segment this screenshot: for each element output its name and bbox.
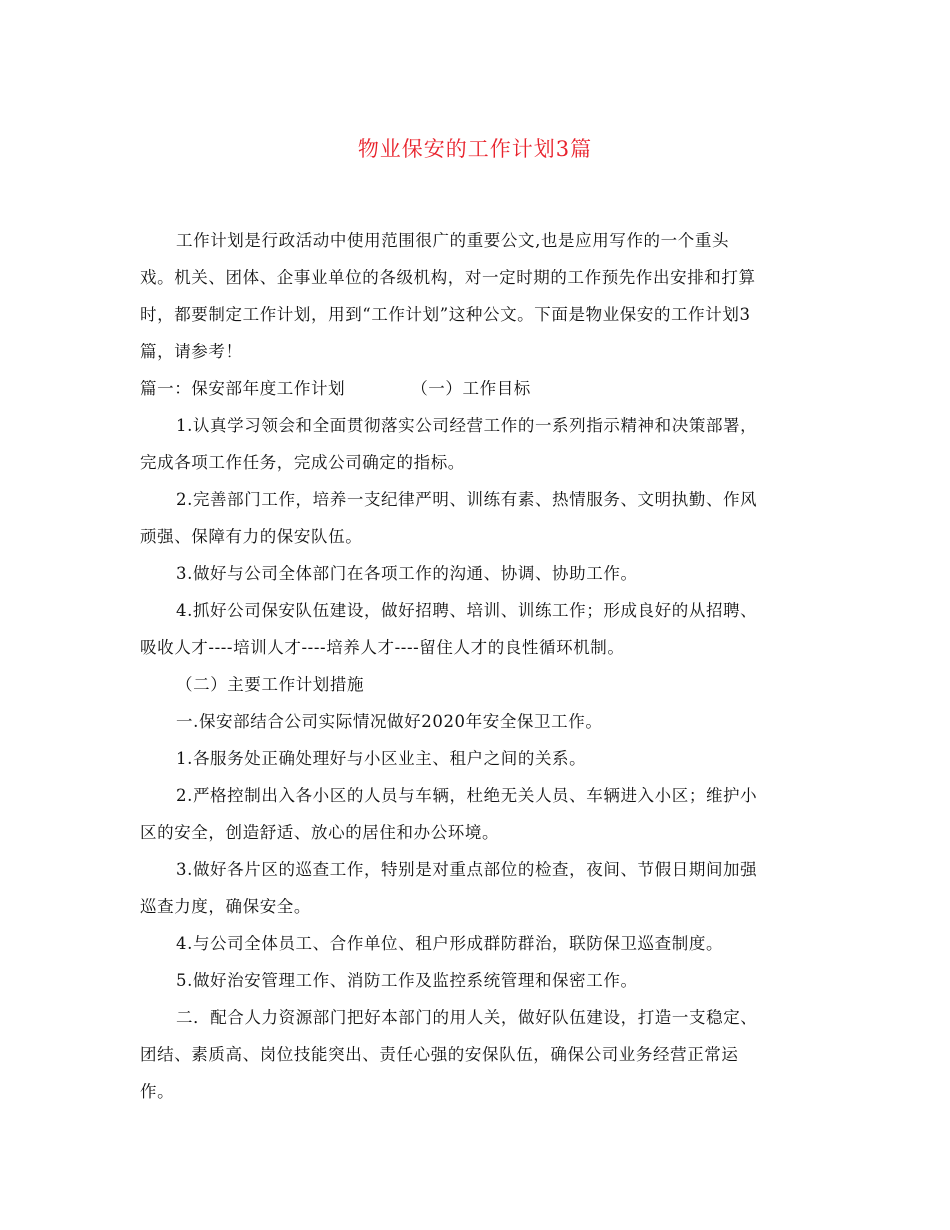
measure-line: 作。 <box>140 1082 175 1101</box>
intro-line: 戏。机关、团体、企事业单位的各级机构，对一定时期的工作预先作出安排和打算 <box>140 268 756 287</box>
section-heading-line <box>140 370 812 407</box>
goal-line: 1.认真学习领会和全面贯彻落实公司经营工作的一系列指示精神和决策部署， <box>176 416 758 435</box>
measure-line: 2.严格控制出入各小区的人员与车辆，杜绝无关人员、车辆进入小区；维护小 <box>176 786 758 805</box>
goal-line: 吸收人才----培训人才----培养人才----留住人才的良性循环机制。 <box>140 638 625 657</box>
goal-line: 2.完善部门工作，培养一支纪律严明、训练有素、热情服务、文明执勤、作风 <box>176 490 758 509</box>
measure-line: 团结、素质高、岗位技能突出、责任心强的安保队伍，确保公司业务经营正常运 <box>140 1045 739 1064</box>
document-title: 物业保安的工作计划3篇 <box>357 137 593 161</box>
document-body <box>140 222 812 1110</box>
measure-line: 3.做好各片区的巡查工作，特别是对重点部位的检查，夜间、节假日期间加强 <box>176 860 758 879</box>
measures-heading: （二）主要工作计划措施 <box>176 675 365 694</box>
measure-line: 二．配合人力资源部门把好本部门的用人关，做好队伍建设，打造一支稳定、 <box>176 1008 758 1027</box>
section1-subheading: （一）工作目标 <box>411 379 531 398</box>
section1-heading: 篇一：保安部年度工作计划 <box>140 379 346 398</box>
goal-line: 顽强、保障有力的保安队伍。 <box>140 527 363 546</box>
measure-line: 1.各服务处正确处理好与小区业主、租户之间的关系。 <box>176 749 587 768</box>
intro-line: 工作计划是行政活动中使用范围很广的重要公文,也是应用写作的一个重头 <box>176 231 730 250</box>
measure-line: 5.做好治安管理工作、消防工作及监控系统管理和保密工作。 <box>176 971 638 990</box>
goal-line: 3.做好与公司全体部门在各项工作的沟通、协调、协助工作。 <box>176 564 638 583</box>
measure-line: 巡查力度，确保安全。 <box>140 897 311 916</box>
measure-line: 4.与公司全体员工、合作单位、租户形成群防群治，联防保卫巡查制度。 <box>176 934 724 953</box>
goal-line: 完成各项工作任务，完成公司确定的指标。 <box>140 453 465 472</box>
measure-line: 区的安全，创造舒适、放心的居住和办公环境。 <box>140 823 500 842</box>
measure-line: 一.保安部结合公司实际情况做好2020年安全保卫工作。 <box>176 712 603 731</box>
goal-line: 4.抓好公司保安队伍建设，做好招聘、培训、训练工作；形成良好的从招聘、 <box>176 601 758 620</box>
intro-line: 篇，请参考！ <box>140 342 243 361</box>
intro-line: 时，都要制定工作计划，用到“工作计划”这种公文。下面是物业保安的工作计划3 <box>140 305 751 324</box>
